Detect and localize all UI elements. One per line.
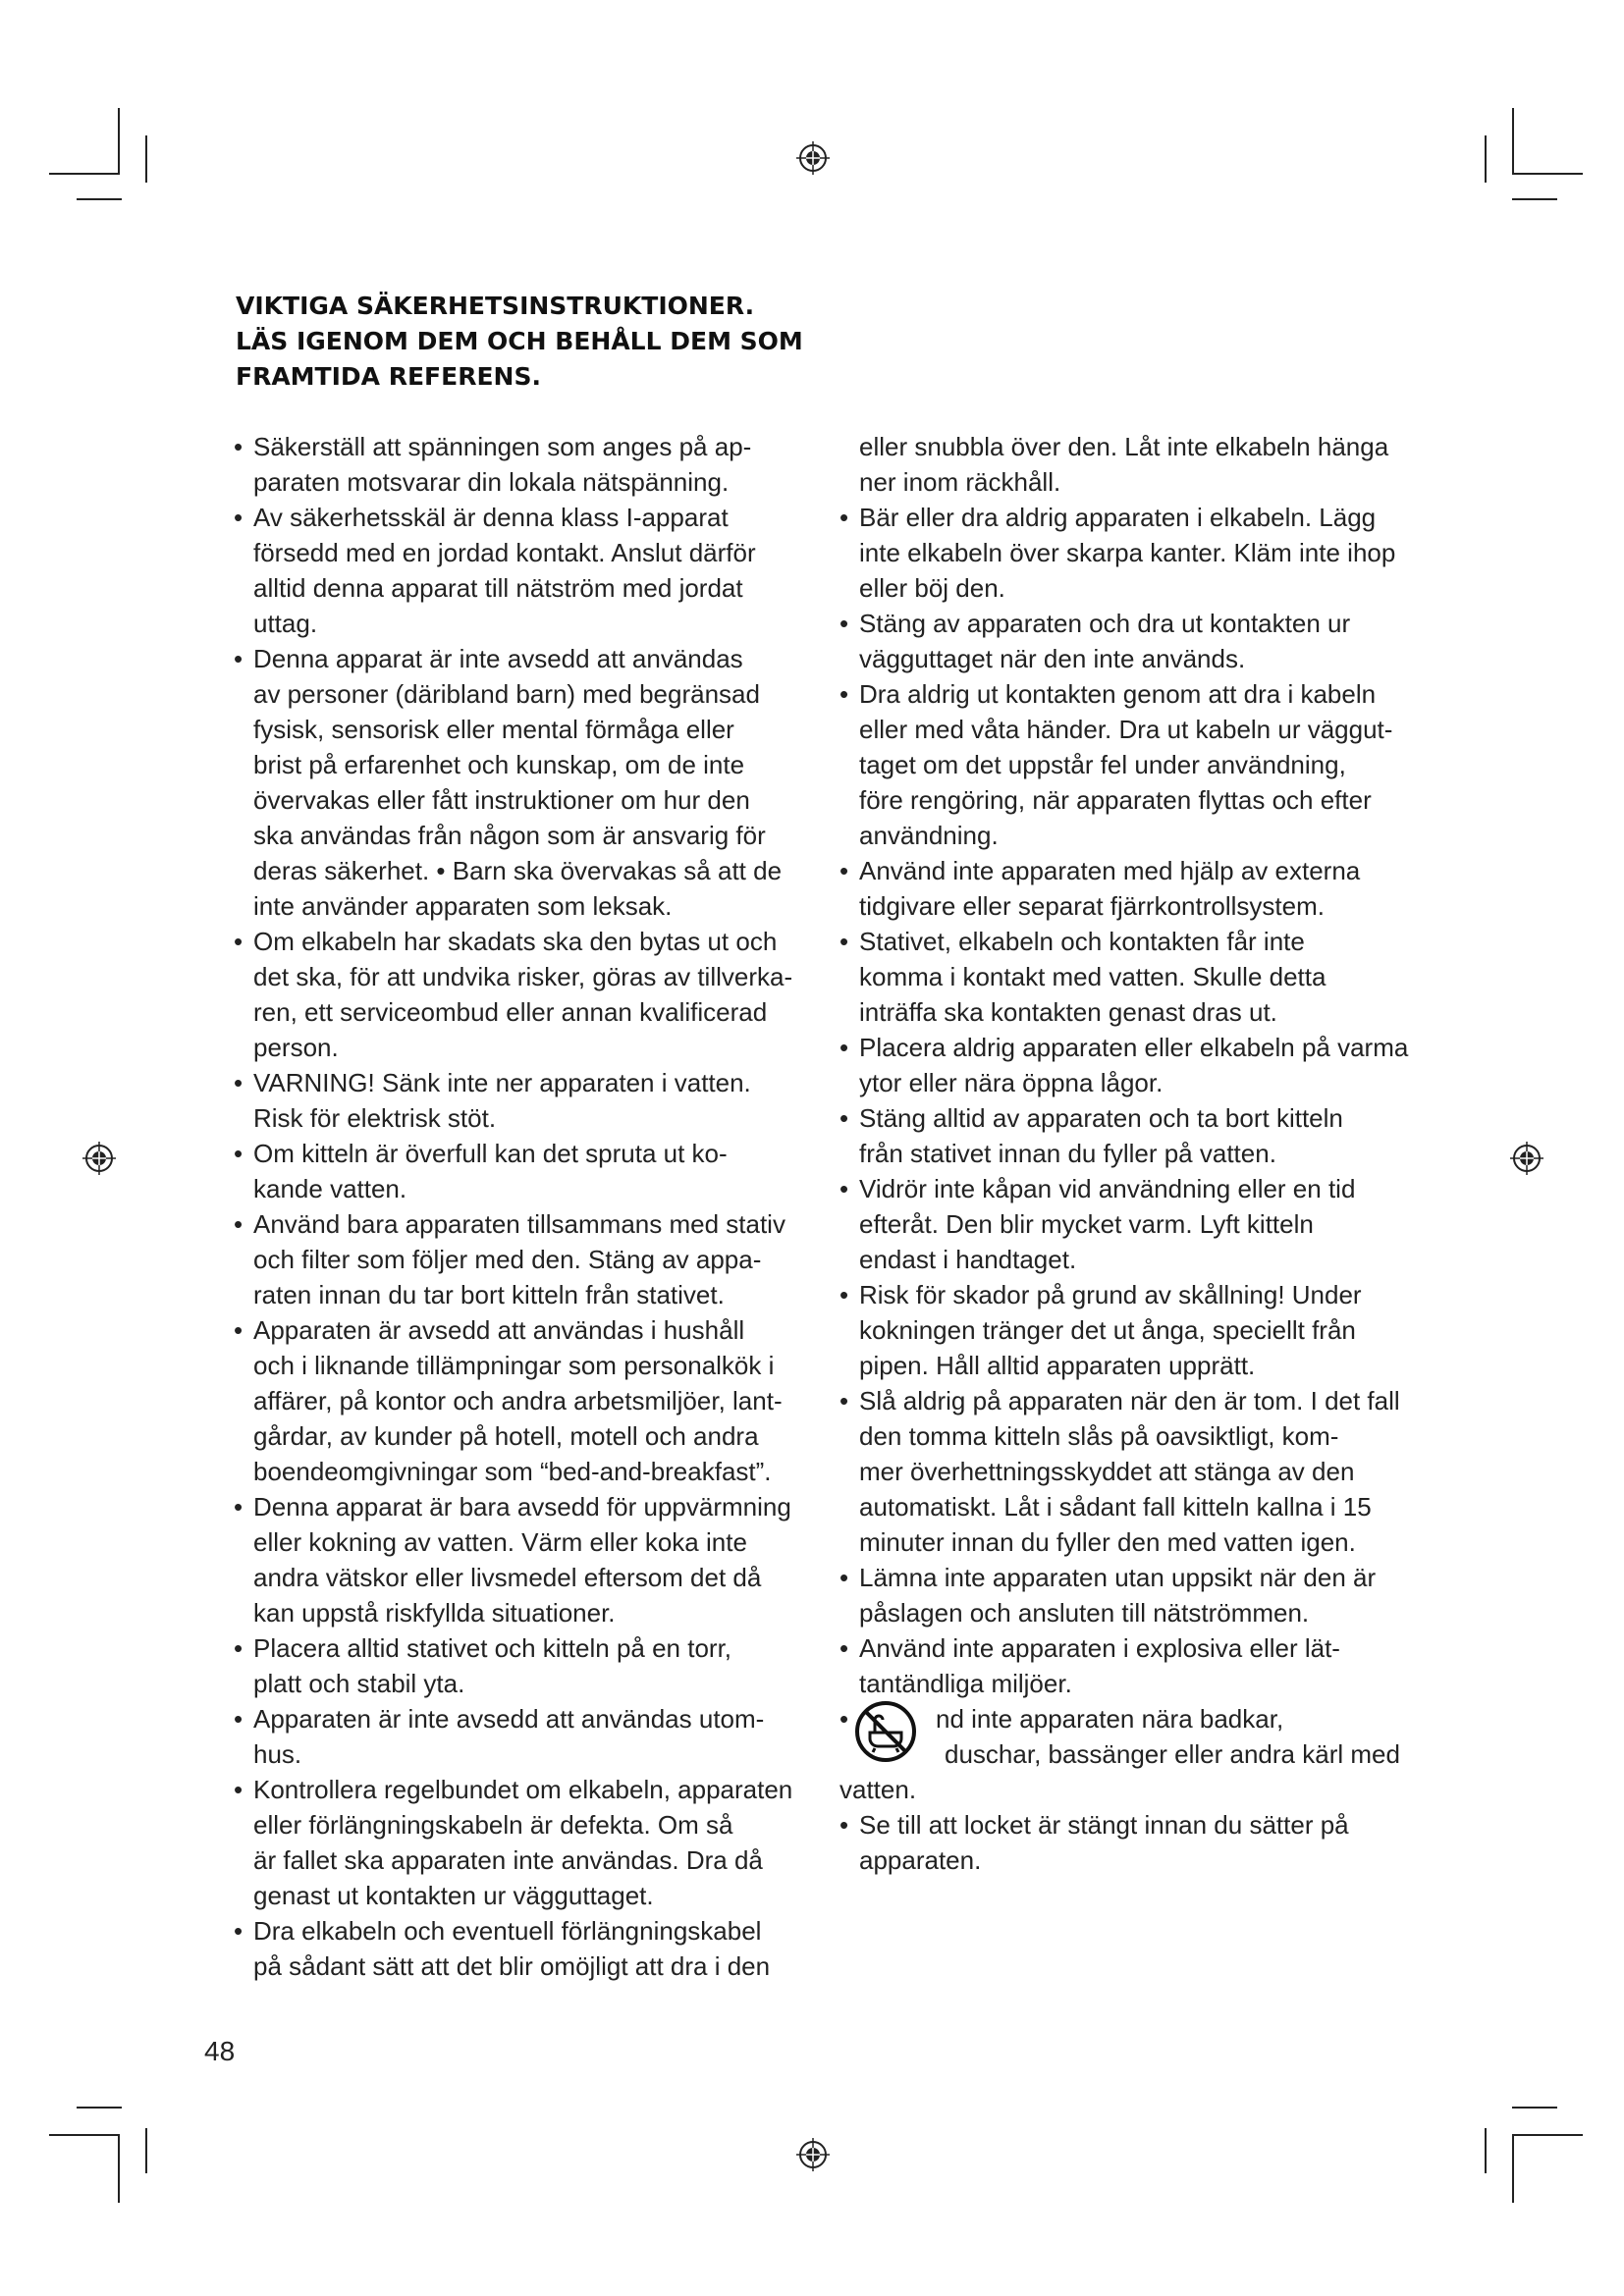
list-item (234, 500, 813, 641)
text-line: efteråt. Den blir mycket varm. Lyft kitteln (859, 1209, 1314, 1239)
text-line: Risk för elektrisk stöt. (253, 1103, 497, 1133)
text-line: kokningen tränger det ut ånga, speciellt från (859, 1315, 1356, 1345)
text-line: • Apparaten är avsedd att användas i hushåll (253, 1315, 745, 1345)
text-line: • Dra elkabeln och eventuell förlängningskabel (253, 1916, 762, 1946)
text-line: pipen. Håll alltid apparaten upprätt. (859, 1351, 1256, 1380)
text-line: brist på erfarenhet och kunskap, om de inte (253, 750, 745, 779)
list-item (839, 1100, 1409, 1171)
list-item-continuation (839, 429, 1409, 500)
text-line: vatten. (839, 1775, 917, 1804)
text-line: • Använd inte apparaten med hjälp av externa (859, 856, 1361, 885)
title-line: LÄS IGENOM DEM OCH BEHÅLL DEM SOM (236, 327, 803, 355)
text-line: raten innan du tar bort kitteln från stativet. (253, 1280, 725, 1309)
list-item (234, 1312, 813, 1489)
list-item (234, 1630, 813, 1701)
text-line: affärer, på kontor och andra arbetsmiljöer, lant- (253, 1386, 783, 1415)
text-line: gårdar, av kunder på hotell, motell och andra (253, 1421, 759, 1451)
text-line: komma i kontakt med vatten. Skulle detta (859, 962, 1326, 991)
text-line: före rengöring, när apparaten flyttas och efter (859, 785, 1372, 815)
text-line: övervakas eller fått instruktioner om hur den (253, 785, 750, 815)
text-line: • Använd bara apparaten tillsammans med stativ (253, 1209, 785, 1239)
list-item (839, 1630, 1409, 1701)
text-line: taget om det uppstår fel under användning, (859, 750, 1346, 779)
text-line: paraten motsvarar din lokala nätspänning. (253, 467, 730, 497)
text-line: användning. (859, 821, 999, 850)
text-line: deras säkerhet. • Barn ska övervakas så att de (253, 856, 783, 885)
title-line: VIKTIGA SÄKERHETSINSTRUKTIONER. (236, 292, 755, 320)
list-item (839, 1171, 1409, 1277)
text-line: eller snubbla över den. Låt inte elkabeln hänga (859, 432, 1389, 461)
list-item (839, 606, 1409, 676)
title-line: FRAMTIDA REFERENS. (236, 362, 541, 391)
text-line: • Stäng alltid av apparaten och ta bort kitteln (859, 1103, 1343, 1133)
list-item-continuation (839, 1772, 1409, 1807)
text-line: • Dra aldrig ut kontakten genom att dra i kabeln (859, 679, 1377, 709)
list-item-with-warning-icon (839, 1701, 1409, 1772)
text-line: • Slå aldrig på apparaten när den är tom. I det fall (859, 1386, 1400, 1415)
text-line: automatiskt. Låt i sådant fall kitteln kallna i 15 (859, 1492, 1372, 1522)
text-line: kande vatten. (253, 1174, 407, 1203)
text-line: tidgivare eller separat fjärrkontrollsystem. (859, 891, 1325, 921)
list-item (234, 1206, 813, 1312)
list-item (839, 1277, 1409, 1383)
text-line: fysisk, sensorisk eller mental förmåga eller (253, 715, 734, 744)
text-line: hus. (253, 1739, 302, 1769)
text-line: • Denna apparat är inte avsedd att användas (253, 644, 743, 673)
text-line: påslagen och ansluten till nätströmmen. (859, 1598, 1310, 1628)
text-line: • Placera aldrig apparaten eller elkabeln på varma (859, 1033, 1409, 1062)
text-line: minuter innan du fyller den med vatten igen. (859, 1527, 1356, 1557)
registration-crosshair-icon (796, 2138, 830, 2171)
text-line: andra vätskor eller livsmedel eftersom det då (253, 1563, 762, 1592)
registration-crosshair-icon (1510, 1142, 1543, 1175)
text-line: ytor eller nära öppna lågor. (859, 1068, 1164, 1097)
text-line: duschar, bassänger eller andra kärl med (945, 1739, 1400, 1769)
text-line: mer överhettningsskyddet att stänga av den (859, 1457, 1355, 1486)
text-line: • Placera alltid stativet och kitteln på en torr, (253, 1633, 732, 1663)
list-item (839, 924, 1409, 1030)
text-line: inträffa ska kontakten genast dras ut. (859, 997, 1277, 1027)
right-column (839, 429, 1409, 1878)
text-line: eller böj den. (859, 573, 1005, 603)
text-line: • Kontrollera regelbundet om elkabeln, apparaten (253, 1775, 793, 1804)
list-item (234, 429, 813, 500)
text-line: • Bär eller dra aldrig apparaten i elkabeln. Lägg (859, 503, 1377, 532)
text-line: den tomma kitteln slås på oavsiktligt, kom- (859, 1421, 1339, 1451)
no-bath-prohibition-icon (853, 1699, 918, 1764)
text-line: ska användas från någon som är ansvarig för (253, 821, 766, 850)
list-item (839, 1383, 1409, 1560)
text-line: ner inom räckhåll. (859, 467, 1061, 497)
registration-crosshair-icon (796, 141, 830, 175)
left-column (234, 429, 813, 1984)
list-item (234, 1489, 813, 1630)
text-line: • Vidrör inte kåpan vid användning eller en tid (859, 1174, 1356, 1203)
list-item (839, 853, 1409, 924)
text-line: uttag. (253, 609, 318, 638)
text-line: och i liknande tillämpningar som personalkök i (253, 1351, 775, 1380)
text-line: och filter som följer med den. Stäng av appa- (253, 1245, 762, 1274)
text-line: • Om kitteln är överfull kan det spruta ut ko- (253, 1139, 728, 1168)
text-line: • Denna apparat är bara avsedd för uppvärmning (253, 1492, 791, 1522)
text-line: • Stativet, elkabeln och kontakten får inte (859, 927, 1305, 956)
list-item (839, 1807, 1409, 1878)
list-item (839, 1560, 1409, 1630)
text-line: person. (253, 1033, 339, 1062)
list-item (234, 1136, 813, 1206)
text-line: • nd inte apparaten nära badkar, (936, 1704, 1284, 1734)
text-line: är fallet ska apparaten inte användas. Dra då (253, 1845, 763, 1875)
text-line: • Stäng av apparaten och dra ut kontakten ur (859, 609, 1351, 638)
text-line: • Se till att locket är stängt innan du sätter på (859, 1810, 1349, 1840)
text-line: från stativet innan du fyller på vatten. (859, 1139, 1276, 1168)
text-line: platt och stabil yta. (253, 1669, 465, 1698)
text-line: försedd med en jordad kontakt. Anslut därför (253, 538, 756, 567)
text-line: endast i handtaget. (859, 1245, 1077, 1274)
list-item (234, 641, 813, 924)
list-item (234, 1701, 813, 1772)
list-item (839, 676, 1409, 853)
text-line: eller kokning av vatten. Värm eller koka inte (253, 1527, 747, 1557)
text-line: på sådant sätt att det blir omöjligt att dra i den (253, 1951, 771, 1981)
text-line: inte elkabeln över skarpa kanter. Kläm inte ihop (859, 538, 1396, 567)
text-line: • Använd inte apparaten i explosiva eller lät- (859, 1633, 1340, 1663)
list-item (839, 500, 1409, 606)
text-line: kan uppstå riskfyllda situationer. (253, 1598, 616, 1628)
registration-crosshair-icon (82, 1142, 116, 1175)
text-line: eller förlängningskabeln är defekta. Om så (253, 1810, 733, 1840)
list-item (234, 1772, 813, 1913)
text-line: • Risk för skador på grund av skållning! Under (859, 1280, 1362, 1309)
text-line: tantändliga miljöer. (859, 1669, 1072, 1698)
text-line: • VARNING! Sänk inte ner apparaten i vatten. (253, 1068, 751, 1097)
text-line: apparaten. (859, 1845, 982, 1875)
text-line: det ska, för att undvika risker, göras av tillverka- (253, 962, 793, 991)
text-line: eller med våta händer. Dra ut kabeln ur väggut- (859, 715, 1393, 744)
text-line: boendeomgivningar som “bed-and-breakfast”. (253, 1457, 772, 1486)
list-item (234, 924, 813, 1065)
text-line: ren, ett serviceombud eller annan kvalificerad (253, 997, 768, 1027)
text-line: • Säkerställ att spänningen som anges på ap- (253, 432, 752, 461)
page-title (236, 289, 864, 395)
text-line: av personer (däribland barn) med begränsad (253, 679, 760, 709)
list-item (234, 1913, 813, 1984)
text-line: inte använder apparaten som leksak. (253, 891, 673, 921)
page-number: 48 (204, 2036, 236, 2066)
text-line: alltid denna apparat till nätström med jordat (253, 573, 743, 603)
list-item (839, 1030, 1409, 1100)
list-item (234, 1065, 813, 1136)
text-line: • Om elkabeln har skadats ska den bytas ut och (253, 927, 778, 956)
text-line: • Av säkerhetsskäl är denna klass I-apparat (253, 503, 729, 532)
text-line: genast ut kontakten ur vägguttaget. (253, 1881, 654, 1910)
text-line: vägguttaget när den inte används. (859, 644, 1246, 673)
text-line: • Lämna inte apparaten utan uppsikt när den är (859, 1563, 1377, 1592)
text-line: • Apparaten är inte avsedd att användas utom- (253, 1704, 765, 1734)
